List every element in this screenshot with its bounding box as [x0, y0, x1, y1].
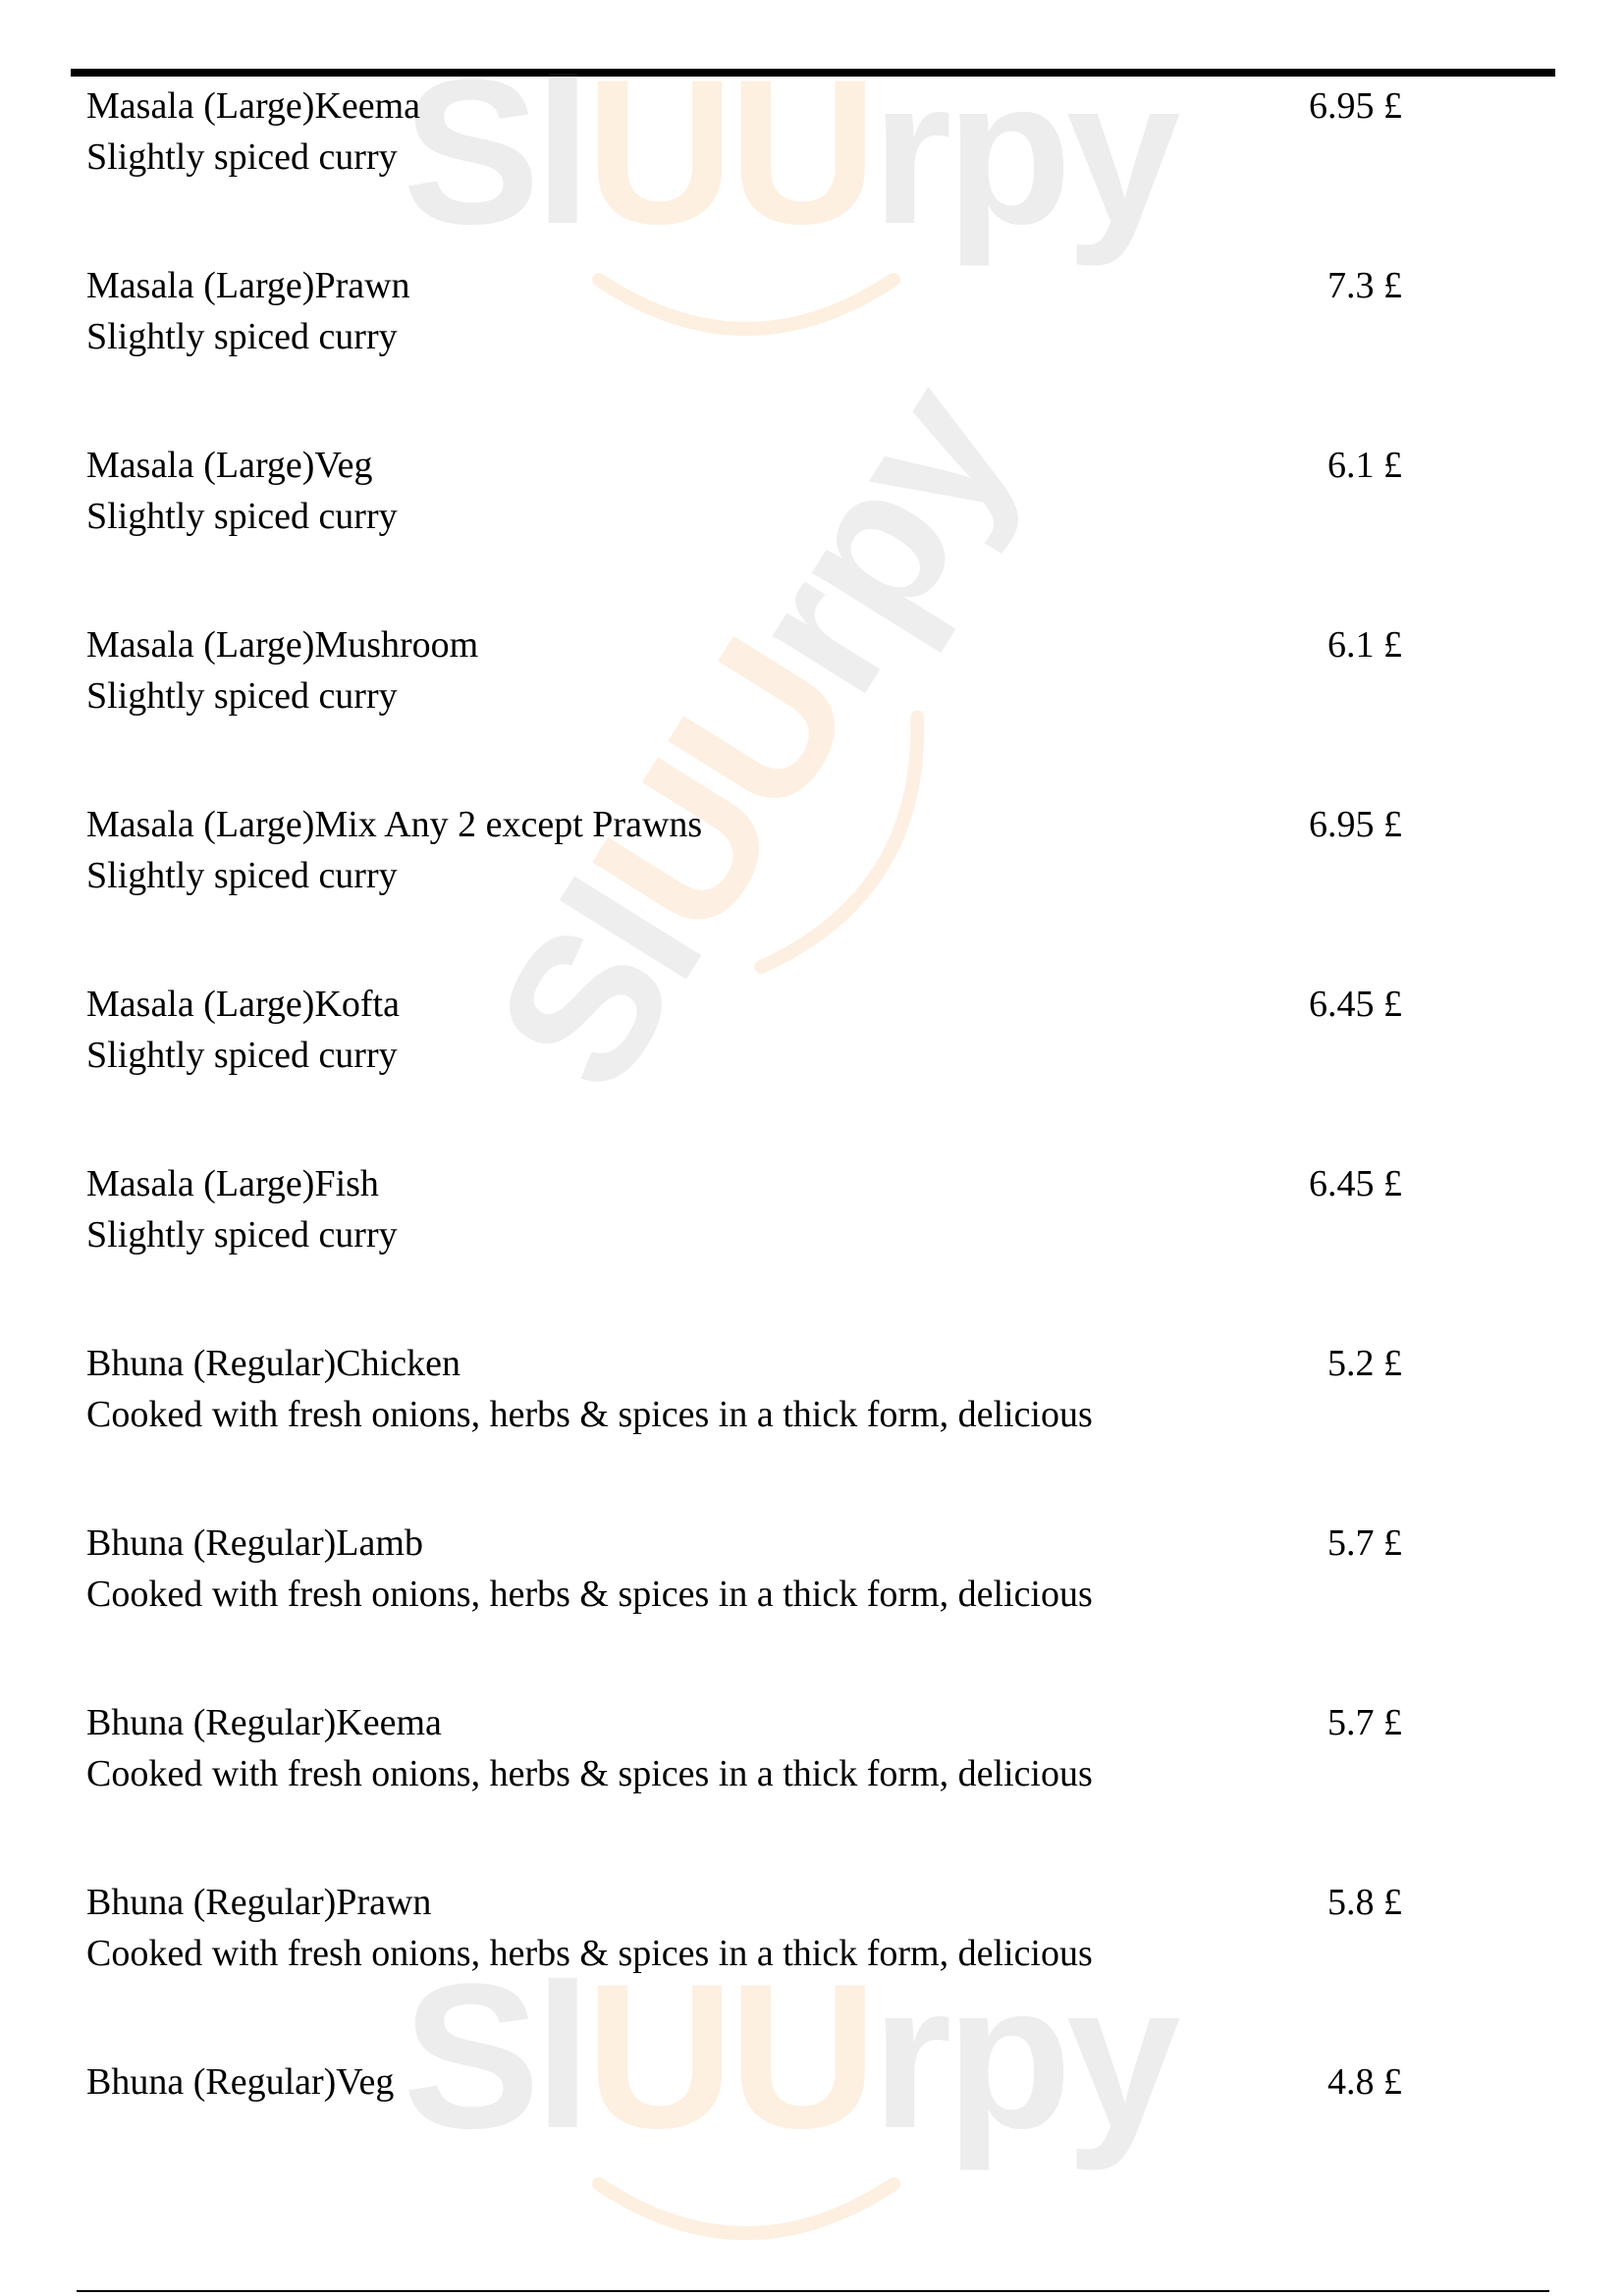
menu-item — [86, 1518, 1402, 1635]
menu-item-description: Slightly spiced curry — [86, 136, 398, 178]
menu-item-description: Slightly spiced curry — [86, 316, 398, 357]
menu-item-description: Slightly spiced curry — [86, 1035, 398, 1076]
menu-item-price: 7.3 £ — [1327, 265, 1402, 306]
menu-item-name: Bhuna (Regular)Chicken — [86, 1343, 460, 1384]
menu-item-description: Slightly spiced curry — [86, 496, 398, 537]
menu-item — [86, 619, 1402, 737]
menu-item-price: 6.45 £ — [1309, 1163, 1402, 1204]
menu-item-price: 6.95 £ — [1309, 804, 1402, 845]
menu-item — [86, 1158, 1402, 1276]
menu-item — [86, 1697, 1402, 1815]
menu-item-name: Masala (Large)Fish — [86, 1163, 379, 1204]
menu-item-description: Cooked with fresh onions, herbs & spices in a thick form, delicious — [86, 1753, 1093, 1794]
menu-item-price: 6.95 £ — [1309, 85, 1402, 127]
menu-item-description: Slightly spiced curry — [86, 1214, 398, 1255]
menu-item-price: 6.1 £ — [1327, 624, 1402, 666]
menu-item-description: Cooked with fresh onions, herbs & spices in a thick form, delicious — [86, 1574, 1093, 1615]
menu-item-name: Bhuna (Regular)Lamb — [86, 1522, 423, 1564]
top-rule — [71, 69, 1555, 77]
menu-item-price: 5.8 £ — [1327, 1882, 1402, 1923]
menu-item-name: Masala (Large)Mushroom — [86, 624, 479, 666]
menu-item-description: Cooked with fresh onions, herbs & spices in a thick form, delicious — [86, 1394, 1093, 1435]
menu-item — [86, 2056, 1402, 2174]
menu-item-name: Masala (Large)Keema — [86, 85, 421, 127]
menu-item-description: Slightly spiced curry — [86, 855, 398, 896]
menu-item-price: 4.8 £ — [1327, 2061, 1402, 2103]
menu-item-name: Bhuna (Regular)Keema — [86, 1702, 442, 1743]
menu-item-name: Masala (Large)Mix Any 2 except Prawns — [86, 804, 703, 845]
menu-item-description: Slightly spiced curry — [86, 675, 398, 717]
menu-item-name: Masala (Large)Kofta — [86, 984, 400, 1025]
menu-item — [86, 440, 1402, 558]
menu-item — [86, 799, 1402, 917]
menu-item — [86, 1877, 1402, 1995]
watermark-logo-text: SlUUrpy — [403, 1941, 1175, 2171]
menu-item — [86, 979, 1402, 1096]
menu-item-name: Bhuna (Regular)Veg — [86, 2061, 395, 2103]
menu-item-price: 5.7 £ — [1327, 1702, 1402, 1743]
menu-item-description: Cooked with fresh onions, herbs & spices in a thick form, delicious — [86, 1933, 1093, 1974]
menu-item — [86, 1338, 1402, 1456]
menu-item-name: Masala (Large)Veg — [86, 445, 373, 486]
menu-item — [86, 260, 1402, 378]
menu-item-price: 6.1 £ — [1327, 445, 1402, 486]
menu-item-name: Masala (Large)Prawn — [86, 265, 410, 306]
menu-item-price: 5.2 £ — [1327, 1343, 1402, 1384]
watermark-logo-text: SlUUrpy — [450, 349, 1056, 1127]
watermark-smile-icon — [589, 2164, 903, 2263]
watermark-logo-text: SlUUrpy — [403, 36, 1175, 267]
bottom-rule — [77, 2290, 1549, 2292]
menu-item-name: Bhuna (Regular)Prawn — [86, 1882, 432, 1923]
menu-item-price: 5.7 £ — [1327, 1522, 1402, 1564]
menu-item — [86, 80, 1402, 198]
menu-item-price: 6.45 £ — [1309, 984, 1402, 1025]
